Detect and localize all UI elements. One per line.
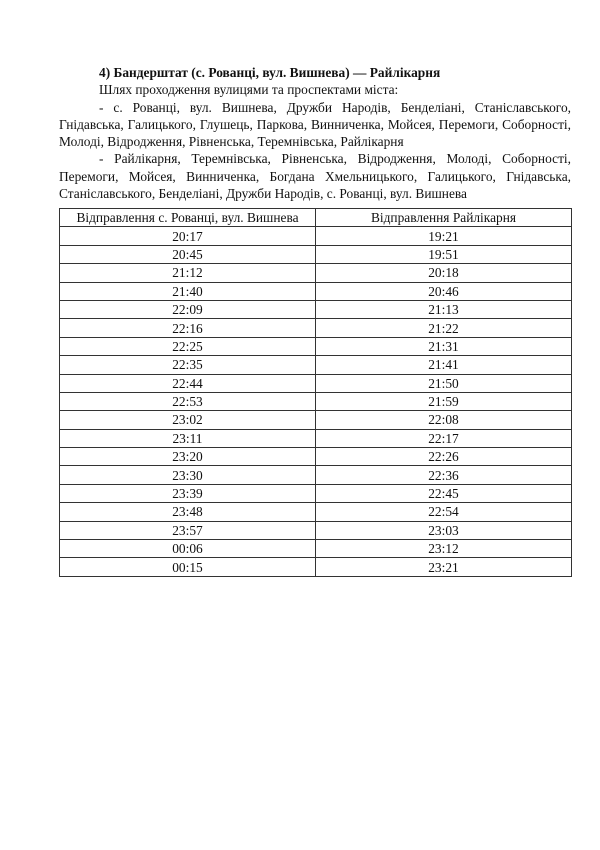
schedule-body (60, 227, 572, 576)
departure-railikarnia-time: 23:03 (316, 521, 572, 539)
table-row (60, 521, 572, 539)
schedule-table (59, 208, 572, 577)
departure-rovantsi-time: 00:15 (60, 558, 316, 576)
departure-rovantsi-time: 23:20 (60, 448, 316, 466)
departure-rovantsi-time: 21:12 (60, 264, 316, 282)
table-row (60, 300, 572, 318)
departure-rovantsi-time: 21:40 (60, 282, 316, 300)
departure-rovantsi-time: 22:44 (60, 374, 316, 392)
departure-rovantsi-time: 23:11 (60, 429, 316, 447)
table-row (60, 264, 572, 282)
table-row (60, 374, 572, 392)
departure-rovantsi-time: 23:02 (60, 411, 316, 429)
departure-railikarnia-time: 20:18 (316, 264, 572, 282)
departure-railikarnia-time: 23:21 (316, 558, 572, 576)
departure-railikarnia-time: 22:17 (316, 429, 572, 447)
forward-path: - с. Рованці, вул. Вишнева, Дружби Народів, Бенделіані, Станіславського, Гнідавська, Галицького, Глушець, Паркова, Винниченка, Мойсея, Перемоги, Соборності, Молоді, Відродження, Рівненська, Теремнівська, Райлікарня (59, 99, 571, 150)
route-description (59, 64, 571, 202)
table-row (60, 392, 572, 410)
departure-rovantsi-time: 23:57 (60, 521, 316, 539)
table-row (60, 356, 572, 374)
departure-rovantsi-time: 00:06 (60, 540, 316, 558)
departure-rovantsi-time: 22:25 (60, 337, 316, 355)
departure-rovantsi-time: 23:30 (60, 466, 316, 484)
table-row (60, 245, 572, 263)
table-header-row (60, 209, 572, 227)
departure-railikarnia-time: 21:59 (316, 392, 572, 410)
departure-railikarnia-time: 21:41 (316, 356, 572, 374)
departure-rovantsi-time: 22:53 (60, 392, 316, 410)
departure-rovantsi-time: 23:48 (60, 503, 316, 521)
departure-rovantsi-time: 22:09 (60, 300, 316, 318)
departure-railikarnia-time: 22:08 (316, 411, 572, 429)
departure-railikarnia-time: 22:45 (316, 484, 572, 502)
table-row (60, 319, 572, 337)
table-row (60, 337, 572, 355)
table-row (60, 466, 572, 484)
departure-railikarnia-time: 22:54 (316, 503, 572, 521)
header-departure-rovantsi: Відправлення с. Рованці, вул. Вишнева (60, 209, 316, 227)
departure-railikarnia-time: 19:51 (316, 245, 572, 263)
table-row (60, 484, 572, 502)
departure-rovantsi-time: 20:17 (60, 227, 316, 245)
path-intro: Шлях проходження вулицями та проспектами міста: (99, 82, 399, 98)
departure-railikarnia-time: 21:50 (316, 374, 572, 392)
table-row (60, 411, 572, 429)
table-row (60, 503, 572, 521)
departure-rovantsi-time: 22:35 (60, 356, 316, 374)
departure-railikarnia-time: 23:12 (316, 540, 572, 558)
departure-railikarnia-time: 22:36 (316, 466, 572, 484)
departure-rovantsi-time: 20:45 (60, 245, 316, 263)
return-path: - Райлікарня, Теремнівська, Рівненська, Відродження, Молоді, Соборності, Перемоги, Мойсея, Винниченка, Богдана Хмельницького, Галицького, Гнідавська, Станіславського, Бенделіані, Дружби Народів, с. Рованці, вул. Вишнева (59, 151, 571, 202)
departure-railikarnia-time: 20:46 (316, 282, 572, 300)
departure-railikarnia-time: 21:22 (316, 319, 572, 337)
table-row (60, 558, 572, 576)
departure-railikarnia-time: 22:26 (316, 448, 572, 466)
departure-railikarnia-time: 21:31 (316, 337, 572, 355)
table-row (60, 282, 572, 300)
header-departure-railikarnia: Відправлення Райлікарня (316, 209, 572, 227)
departure-rovantsi-time: 23:39 (60, 484, 316, 502)
departure-railikarnia-time: 21:13 (316, 300, 572, 318)
table-row (60, 540, 572, 558)
route-heading: 4) Бандерштат (с. Рованці, вул. Вишнева) — Райлікарня (99, 65, 441, 80)
departure-railikarnia-time: 19:21 (316, 227, 572, 245)
table-row (60, 448, 572, 466)
table-row (60, 227, 572, 245)
table-row (60, 429, 572, 447)
departure-rovantsi-time: 22:16 (60, 319, 316, 337)
